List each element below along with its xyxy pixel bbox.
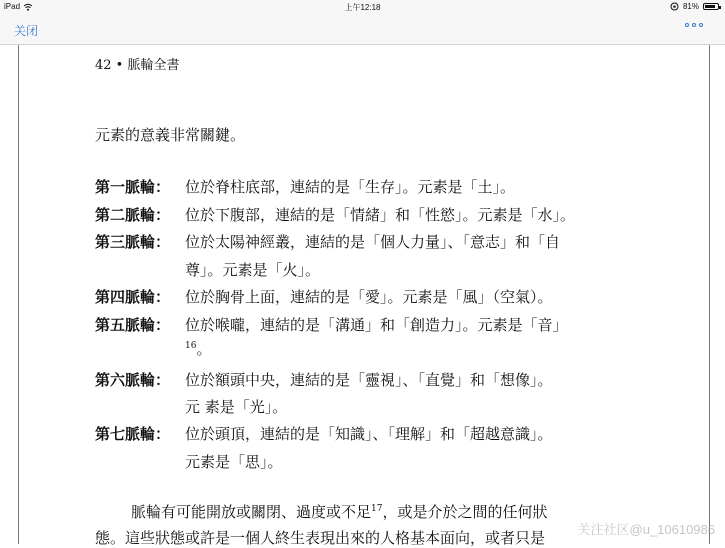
footnote-ref: 16	[185, 341, 197, 351]
chakra-entry-4	[95, 286, 553, 307]
chakra-5-continuation	[185, 338, 211, 359]
footnote-ref: 17	[371, 504, 383, 514]
chakra-text: 位於胸骨上面，連結的是「愛」。元素是「風」（空氣）。	[185, 288, 553, 306]
chakra-label: 第六脈輪：	[95, 371, 171, 389]
chakra-3-continuation: 尊」。元素是「火」。	[185, 261, 321, 279]
chakra-entry-2	[95, 204, 576, 225]
chakra-6-continuation: 元 素是「光」。	[185, 398, 288, 416]
chakra-label: 第七脈輪：	[95, 425, 171, 443]
paragraph-text: ，或是介於之間的任何狀	[382, 503, 548, 521]
chakra-label: 第三脈輪：	[95, 233, 171, 251]
chakra-label: 第二脈輪：	[95, 206, 171, 224]
more-dot-icon	[699, 23, 703, 27]
nav-bar	[0, 14, 725, 45]
paragraph-text: 脈輪有可能開放或關閉、過度或不足	[131, 503, 372, 521]
chakra-label: 第一脈輪：	[95, 178, 171, 196]
chakra-entry-6	[95, 369, 553, 390]
battery-icon	[703, 3, 719, 10]
chakra-5-end: 。	[196, 340, 212, 358]
running-head: 42 • 脈輪全書	[95, 58, 180, 73]
body-paragraph-line-1	[131, 501, 547, 522]
chakra-7-continuation: 元素是「思」。	[185, 453, 283, 471]
chakra-entry-5	[95, 314, 568, 335]
battery-percent: 81%	[682, 2, 699, 11]
watermark: 关注社区@u_10610986	[577, 522, 715, 537]
more-options-button[interactable]	[685, 23, 703, 27]
book-page[interactable]	[18, 45, 710, 547]
chakra-entry-1	[95, 176, 516, 197]
rotation-lock-icon	[670, 2, 679, 11]
intro-text: 元素的意義非常關鍵。	[95, 126, 246, 144]
close-button[interactable]: 关闭	[14, 24, 39, 38]
device-name: iPad	[4, 2, 21, 11]
chakra-text: 位於喉嚨，連結的是「溝通」和「創造力」。元素是「音」	[185, 316, 568, 334]
status-bar	[0, 0, 725, 14]
chakra-entry-7	[95, 423, 553, 444]
status-right	[670, 2, 719, 11]
more-dot-icon	[692, 23, 696, 27]
body-paragraph-line-2: 態。這些狀態或許是一個人終生表現出來的人格基本面向，或者只是	[95, 529, 546, 547]
chakra-label: 第五脈輪：	[95, 316, 171, 334]
chakra-text: 位於頭頂，連結的是「知識」、「理解」和「超越意識」。	[185, 425, 553, 443]
chakra-text: 位於額頭中央，連結的是「靈視」、「直覺」和「想像」。	[185, 371, 553, 389]
status-time: 上午12:18	[344, 3, 381, 12]
chakra-text: 位於下腹部，連結的是「情緒」和「性慾」。元素是「水」。	[185, 206, 576, 224]
chakra-label: 第四脈輪：	[95, 288, 171, 306]
chakra-text: 位於太陽神經叢，連結的是「個人力量」、「意志」和「自	[185, 233, 561, 251]
chakra-entry-3	[95, 231, 561, 252]
chakra-text: 位於脊柱底部，連結的是「生存」。元素是「土」。	[185, 178, 516, 196]
more-dot-icon	[685, 23, 689, 27]
